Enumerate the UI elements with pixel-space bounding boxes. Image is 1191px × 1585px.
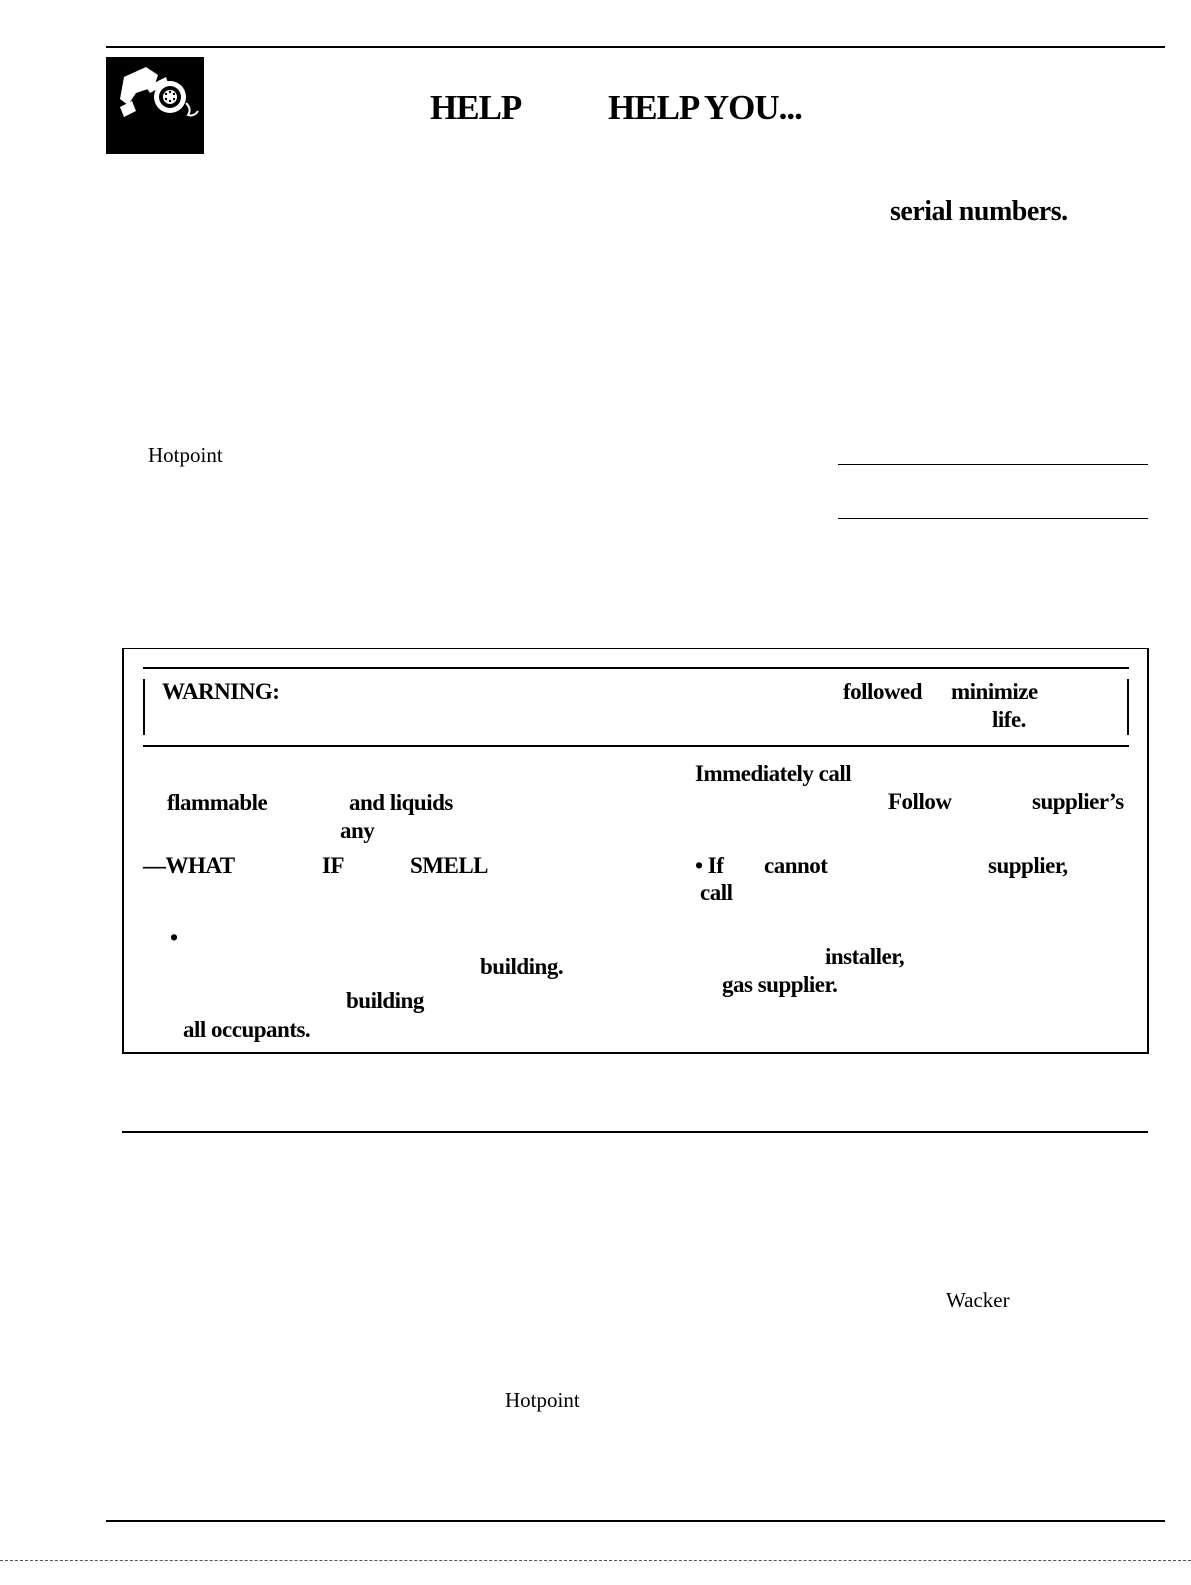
warning-text-cannot: cannot	[764, 853, 828, 878]
warning-bottom-rule	[143, 745, 1129, 747]
warning-label: WARNING:	[162, 679, 280, 704]
wacker-label: Wacker	[946, 1288, 1010, 1312]
bottom-rule	[106, 1520, 1165, 1522]
warning-text-smell: SMELL	[410, 853, 489, 878]
warning-text-installer: installer,	[825, 944, 905, 969]
warning-right-bar	[1127, 679, 1129, 735]
page-edge-dashes	[0, 1560, 1191, 1561]
warning-text-building-1: building.	[480, 954, 564, 979]
warning-text-all-occupants: all occupants.	[183, 1017, 311, 1042]
warning-text-minimize: minimize	[951, 679, 1038, 704]
warning-left-bar	[143, 679, 145, 735]
serial-number-line	[838, 518, 1148, 519]
warning-text-gas-supplier: gas supplier.	[722, 972, 838, 997]
model-number-line	[838, 464, 1148, 465]
title-help: HELP	[430, 88, 522, 127]
warning-text-immediately-call: Immediately call	[695, 761, 852, 786]
warning-text-supplier: supplier,	[988, 853, 1068, 878]
section-divider	[122, 1131, 1148, 1133]
warning-top-rule	[143, 667, 1129, 669]
warning-text-suppliers: supplier’s	[1032, 789, 1124, 814]
warning-text-and-liquids: and liquids	[349, 790, 453, 815]
telephone-icon	[106, 57, 204, 154]
warning-text-followed: followed	[843, 679, 923, 704]
warning-text-call: call	[700, 880, 733, 905]
warning-bullet: •	[170, 925, 178, 950]
warning-text-life: life.	[992, 707, 1026, 732]
hotpoint-footer-label: Hotpoint	[505, 1388, 580, 1412]
warning-text-bullet-if: • If	[695, 853, 724, 878]
warning-text-building-2: building	[346, 988, 424, 1013]
warning-text-follow: Follow	[888, 789, 952, 814]
warning-text-if: IF	[322, 853, 344, 878]
warning-text-flammable: flammable	[167, 790, 268, 815]
warning-text-any: any	[340, 818, 375, 843]
title-help-you: HELP YOU...	[608, 88, 802, 127]
header-rule	[106, 46, 1165, 48]
hotpoint-label: Hotpoint	[148, 443, 223, 467]
warning-text-what: —WHAT	[143, 853, 235, 878]
serial-numbers-heading: serial numbers.	[890, 196, 1068, 227]
